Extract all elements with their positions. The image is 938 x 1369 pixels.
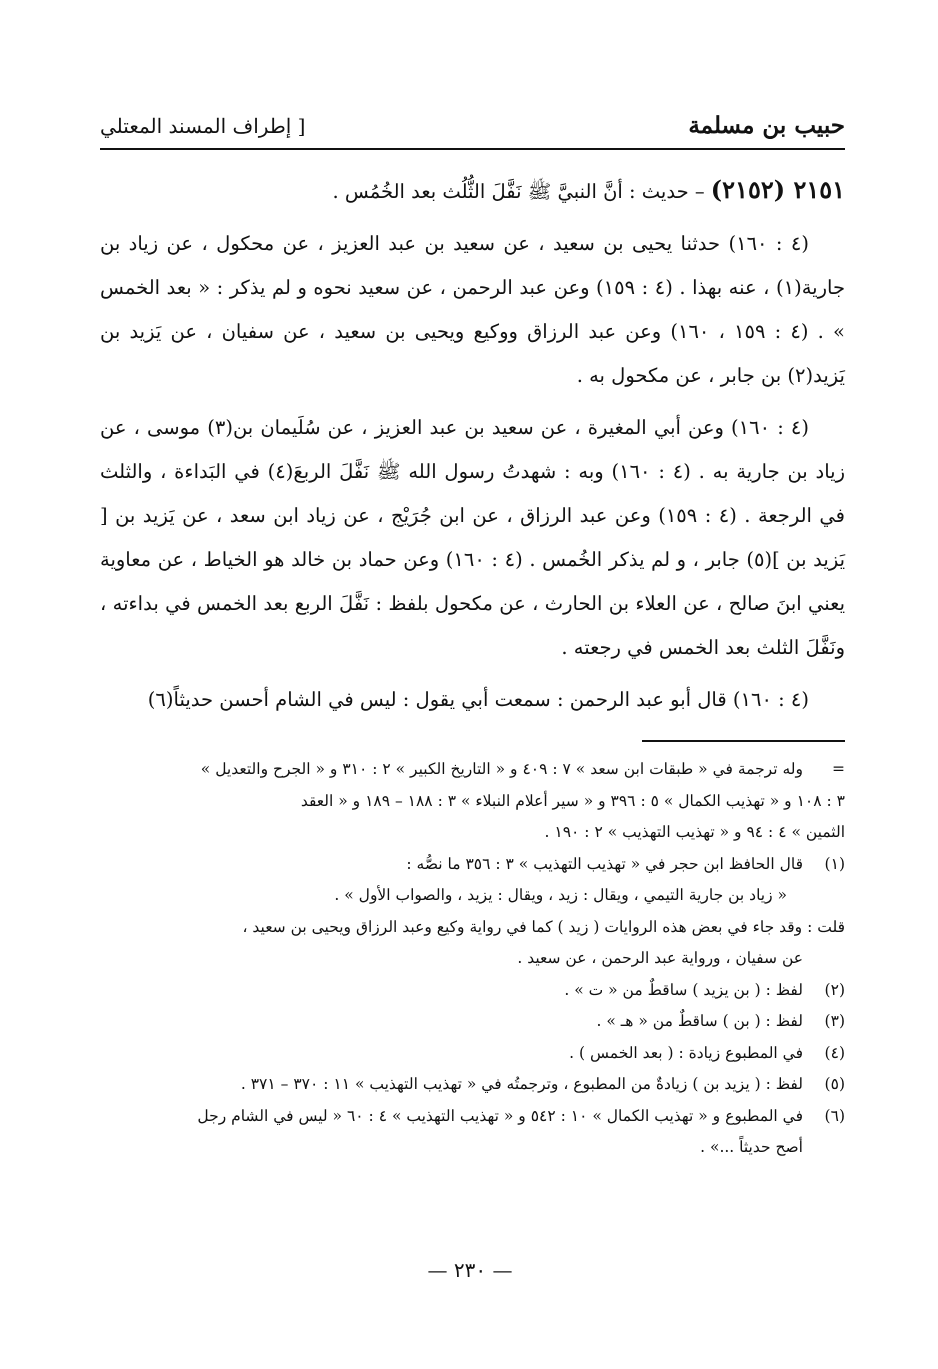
chapter-title: حبيب بن مسلمة [688, 112, 845, 139]
footnote-2 [100, 975, 845, 1007]
footnote-mark: (٥) [824, 1075, 845, 1093]
footnote-3 [100, 1006, 845, 1038]
footnote-line: أصح حديثاً ...» . [700, 1138, 803, 1156]
hadith-text: – حديث : أنَّ النبيَّ ﷺ نَفَّلَ الثُّلُث بعد الخُمُس . [332, 180, 705, 203]
paragraph-1: (٤ : ١٦٠) حدثنا يحيى بن سعيد ، عن سعيد بن عبد العزيز ، عن محكول ، عن زياد بن جارية(١) ، عنه بهذا . (٤ : ١٥٩) وعن عبد الرحمن ، عن سعيد نحوه و لم يذكر : « بعد الخمس » . (٤ : ١٥٩ ، ١٦٠) وعن عبد الرزاق ووكيع ويحيى بن سعيد ، عن سفيان ، عن يَزيد بن يَزيد(٢) بن جابر ، عن مكحول به . [100, 232, 846, 387]
main-text [100, 168, 845, 730]
footnote-mark: (٣) [824, 1012, 845, 1030]
footnote-mark: (٢) [824, 980, 845, 999]
footnote-5 [100, 1069, 845, 1101]
page-number: — ٢٣٠ — [427, 1258, 513, 1282]
footnote-mark: (٦) [824, 1106, 845, 1125]
book-title: [ إطراف المسند المعتلي [100, 114, 306, 138]
footnote-line: قلت : وقد جاء في بعض هذه الروايات ( زيد ) كما في رواية وكيع وعبد الرزاق ويحيى بن سعيد ، [242, 917, 845, 936]
footnote-separator [642, 740, 845, 742]
footnote-mark: (٤) [824, 1043, 845, 1062]
footnote-mark: (١) [824, 854, 845, 873]
paragraph-2: (٤ : ١٦٠) وعن أبي المغيرة ، عن سعيد بن عبد العزيز ، عن سُلَيمان بن(٣) موسى ، عن زياد بن جارية به . (٤ : ١٦٠) وبه : شهدتُ رسول الله ﷺ نَفَّلَ الربعَ(٤) في البَداءة ، والثلث في الرجعة . (٤ : ١٥٩) وعن عبد الرزاق ، عن ابن جُرَيْج ، عن زياد ابن سعد ، عن يَزيد بن [ يَزيد بن ](٥) جابر ، و لم يذكر الخُمس . (٤ : ١٦٠) وعن حماد بن خالد هو الخياط ، عن معاوية يعني ابنَ صالح ، عن العلاء بن الحارث ، عن مكحول بلفظ : نَفَّلَ الربع بعد الخمس في بداءته ، ونَفَّلَ الثلث بعد الخمس في رجعته . [100, 416, 846, 659]
footnote-continued [100, 754, 845, 849]
footnote-line: ٣ : ١٠٨ و « تهذيب الكمال » ٥ : ٣٩٦ و « سير أعلام النبلاء » ٣ : ١٨٨ – ١٨٩ و « العقد [300, 791, 845, 810]
footnote-line: لفظ : ( يزيد بن ) زيادةٌ من المطبوع ، وترجمتُه في « تهذيب التهذيب » ١١ : ٣٧٠ – ٣٧١ . [240, 1075, 803, 1093]
footnote-line: في المطبوع زيادة : ( بعد الخمس ) . [569, 1043, 803, 1062]
footnote-line: « زياد بن جارية التيمي ، ويقال : زيد ، ويقال : يزيد ، والصواب الأول » . [334, 886, 787, 904]
hadith-number: ٢١٥١ (٢١٥٢) [710, 175, 845, 204]
paragraph-3: (٤ : ١٦٠) قال أبو عبد الرحمن : سمعت أبي يقول : ليس في الشام أحسن حديثاً(٦) [147, 688, 809, 711]
footnotes [100, 754, 845, 1164]
footnote-line: لفظ : ( بن ) ساقطٌ من « هـ » . [596, 1012, 803, 1030]
footnote-line: وله ترجمة في « طبقات ابن سعد » ٧ : ٤٠٩ و « التاريخ الكبير » ٢ : ٣١٠ و « الجرح والتعديل » [200, 760, 803, 778]
footnote-line: الثمين » ٤ : ٩٤ و « تهذيب التهذيب » ٢ : ١٩٠ . [544, 823, 845, 841]
hadith-heading [100, 168, 845, 214]
footnote-6 [100, 1101, 845, 1164]
running-header [100, 108, 845, 150]
footnote-line: قال الحافظ ابن حجر في « تهذيب التهذيب » ٣ : ٣٥٦ ما نصُّه : [406, 854, 803, 873]
footnote-line: عن سفيان ، ورواية عبد الرحمن ، عن سعيد . [517, 949, 803, 967]
footnote-line: في المطبوع و « تهذيب الكمال » ١٠ : ٥٤٢ و « تهذيب التهذيب » ٤ : ٦٠ « ليس في الشام رجل [197, 1106, 803, 1125]
footnote-4 [100, 1038, 845, 1070]
footnote-1 [100, 849, 845, 975]
footnote-line: لفظ : ( بن يزيد ) ساقطٌ من « ت » . [564, 980, 803, 999]
footnote-mark: = [832, 760, 845, 778]
